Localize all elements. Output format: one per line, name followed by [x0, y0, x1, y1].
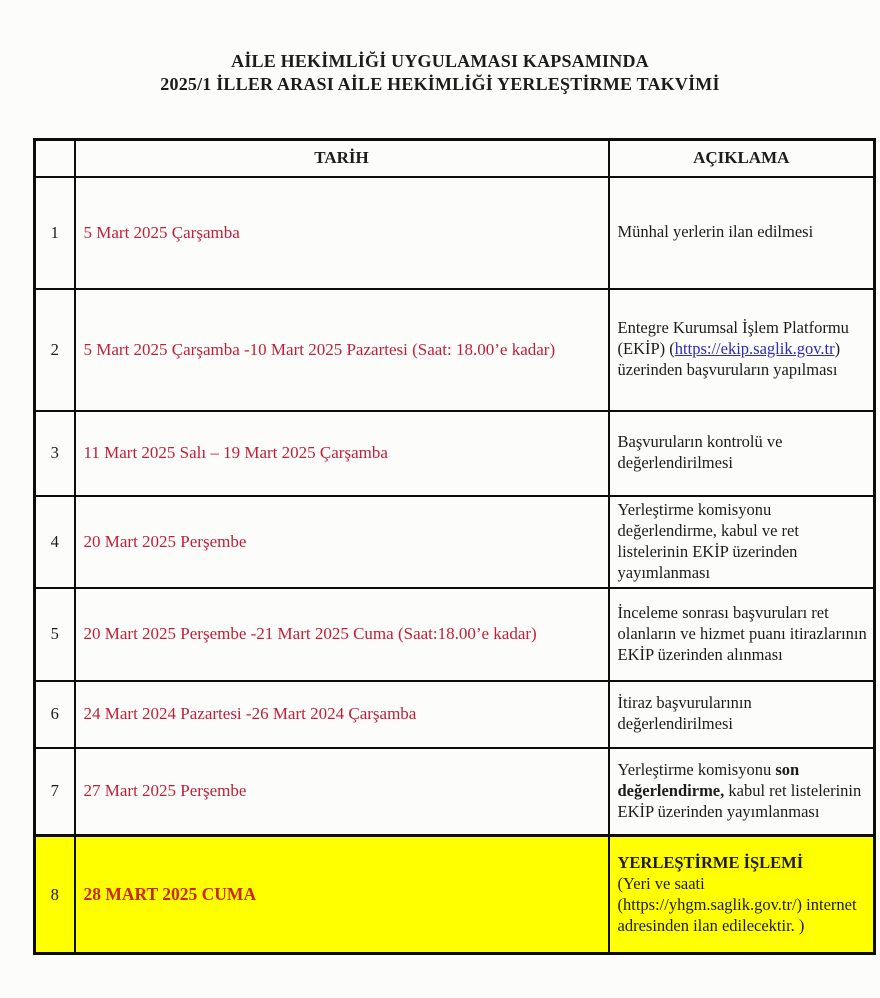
description-cell: Başvuruların kontrolü ve değerlendirilmesi	[609, 411, 875, 496]
description-text: ) üzerinden başvuruların yapılması	[617, 339, 841, 380]
description-cell: İtiraz başvurularının değerlendirilmesi	[609, 681, 875, 748]
placement-calendar-table	[33, 138, 876, 955]
description-cell: Münhal yerlerin ilan edilmesi	[609, 177, 875, 289]
description-text: Yerleştirme komisyonu	[617, 759, 776, 779]
description-text: kabul ret listelerinin EKİP üzerinden yayımlanması	[617, 780, 862, 821]
description-text: Entegre Kurumsal İşlem Platformu (EKİP) (	[617, 318, 849, 359]
header-number-cell	[35, 140, 75, 177]
page-title-line2: 2025/1 İLLER ARASI AİLE HEKİMLİĞİ YERLEŞTİRME TAKVİMİ	[160, 74, 720, 95]
date-cell: 5 Mart 2025 Çarşamba	[75, 177, 609, 289]
description-cell: İnceleme sonrası başvuruları ret olanların ve hizmet puanı itirazlarının EKİP üzerinden alınması	[609, 588, 875, 681]
row-number: 7	[35, 748, 75, 836]
date-cell: 5 Mart 2025 Çarşamba -10 Mart 2025 Pazartesi (Saat: 18.00’e kadar)	[75, 289, 609, 411]
row-number: 2	[35, 289, 75, 411]
date-cell: 27 Mart 2025 Perşembe	[75, 748, 609, 836]
description-bold-text: son değerlendirme,	[617, 759, 800, 800]
row-number: 5	[35, 588, 75, 681]
date-cell: 11 Mart 2025 Salı – 19 Mart 2025 Çarşamba	[75, 411, 609, 496]
row-number: 4	[35, 496, 75, 588]
table-row-highlighted	[35, 836, 875, 954]
table-header-row	[35, 140, 875, 177]
table-row	[35, 588, 875, 681]
date-cell: 20 Mart 2025 Perşembe -21 Mart 2025 Cuma (Saat:18.00’e kadar)	[75, 588, 609, 681]
date-cell: 20 Mart 2025 Perşembe	[75, 496, 609, 588]
date-cell: 24 Mart 2024 Pazartesi -26 Mart 2024 Çarşamba	[75, 681, 609, 748]
page-title	[0, 0, 880, 96]
description-cell	[609, 748, 875, 836]
table-row	[35, 681, 875, 748]
table-row	[35, 289, 875, 411]
table-row	[35, 411, 875, 496]
description-bold-title: YERLEŞTİRME İŞLEMİ	[617, 852, 804, 872]
ekip-link[interactable]: https://ekip.saglik.gov.tr	[674, 339, 835, 359]
row-number: 3	[35, 411, 75, 496]
table-row	[35, 496, 875, 588]
table-row	[35, 748, 875, 836]
row-number: 8	[35, 836, 75, 954]
table-row	[35, 177, 875, 289]
page-title-line1: AİLE HEKİMLİĞİ UYGULAMASI KAPSAMINDA	[231, 51, 649, 71]
description-cell: Yerleştirme komisyonu değerlendirme, kabul ve ret listelerinin EKİP üzerinden yayımlanması	[609, 496, 875, 588]
description-cell	[609, 289, 875, 411]
date-cell: 28 MART 2025 CUMA	[75, 836, 609, 954]
description-cell	[609, 836, 875, 954]
header-tarih: TARİH	[75, 140, 609, 177]
description-text: (Yeri ve saati (https://yhgm.saglik.gov.tr/) internet adresinden ilan edilecektir. )	[617, 873, 857, 935]
row-number: 1	[35, 177, 75, 289]
header-aciklama: AÇIKLAMA	[609, 140, 875, 177]
row-number: 6	[35, 681, 75, 748]
